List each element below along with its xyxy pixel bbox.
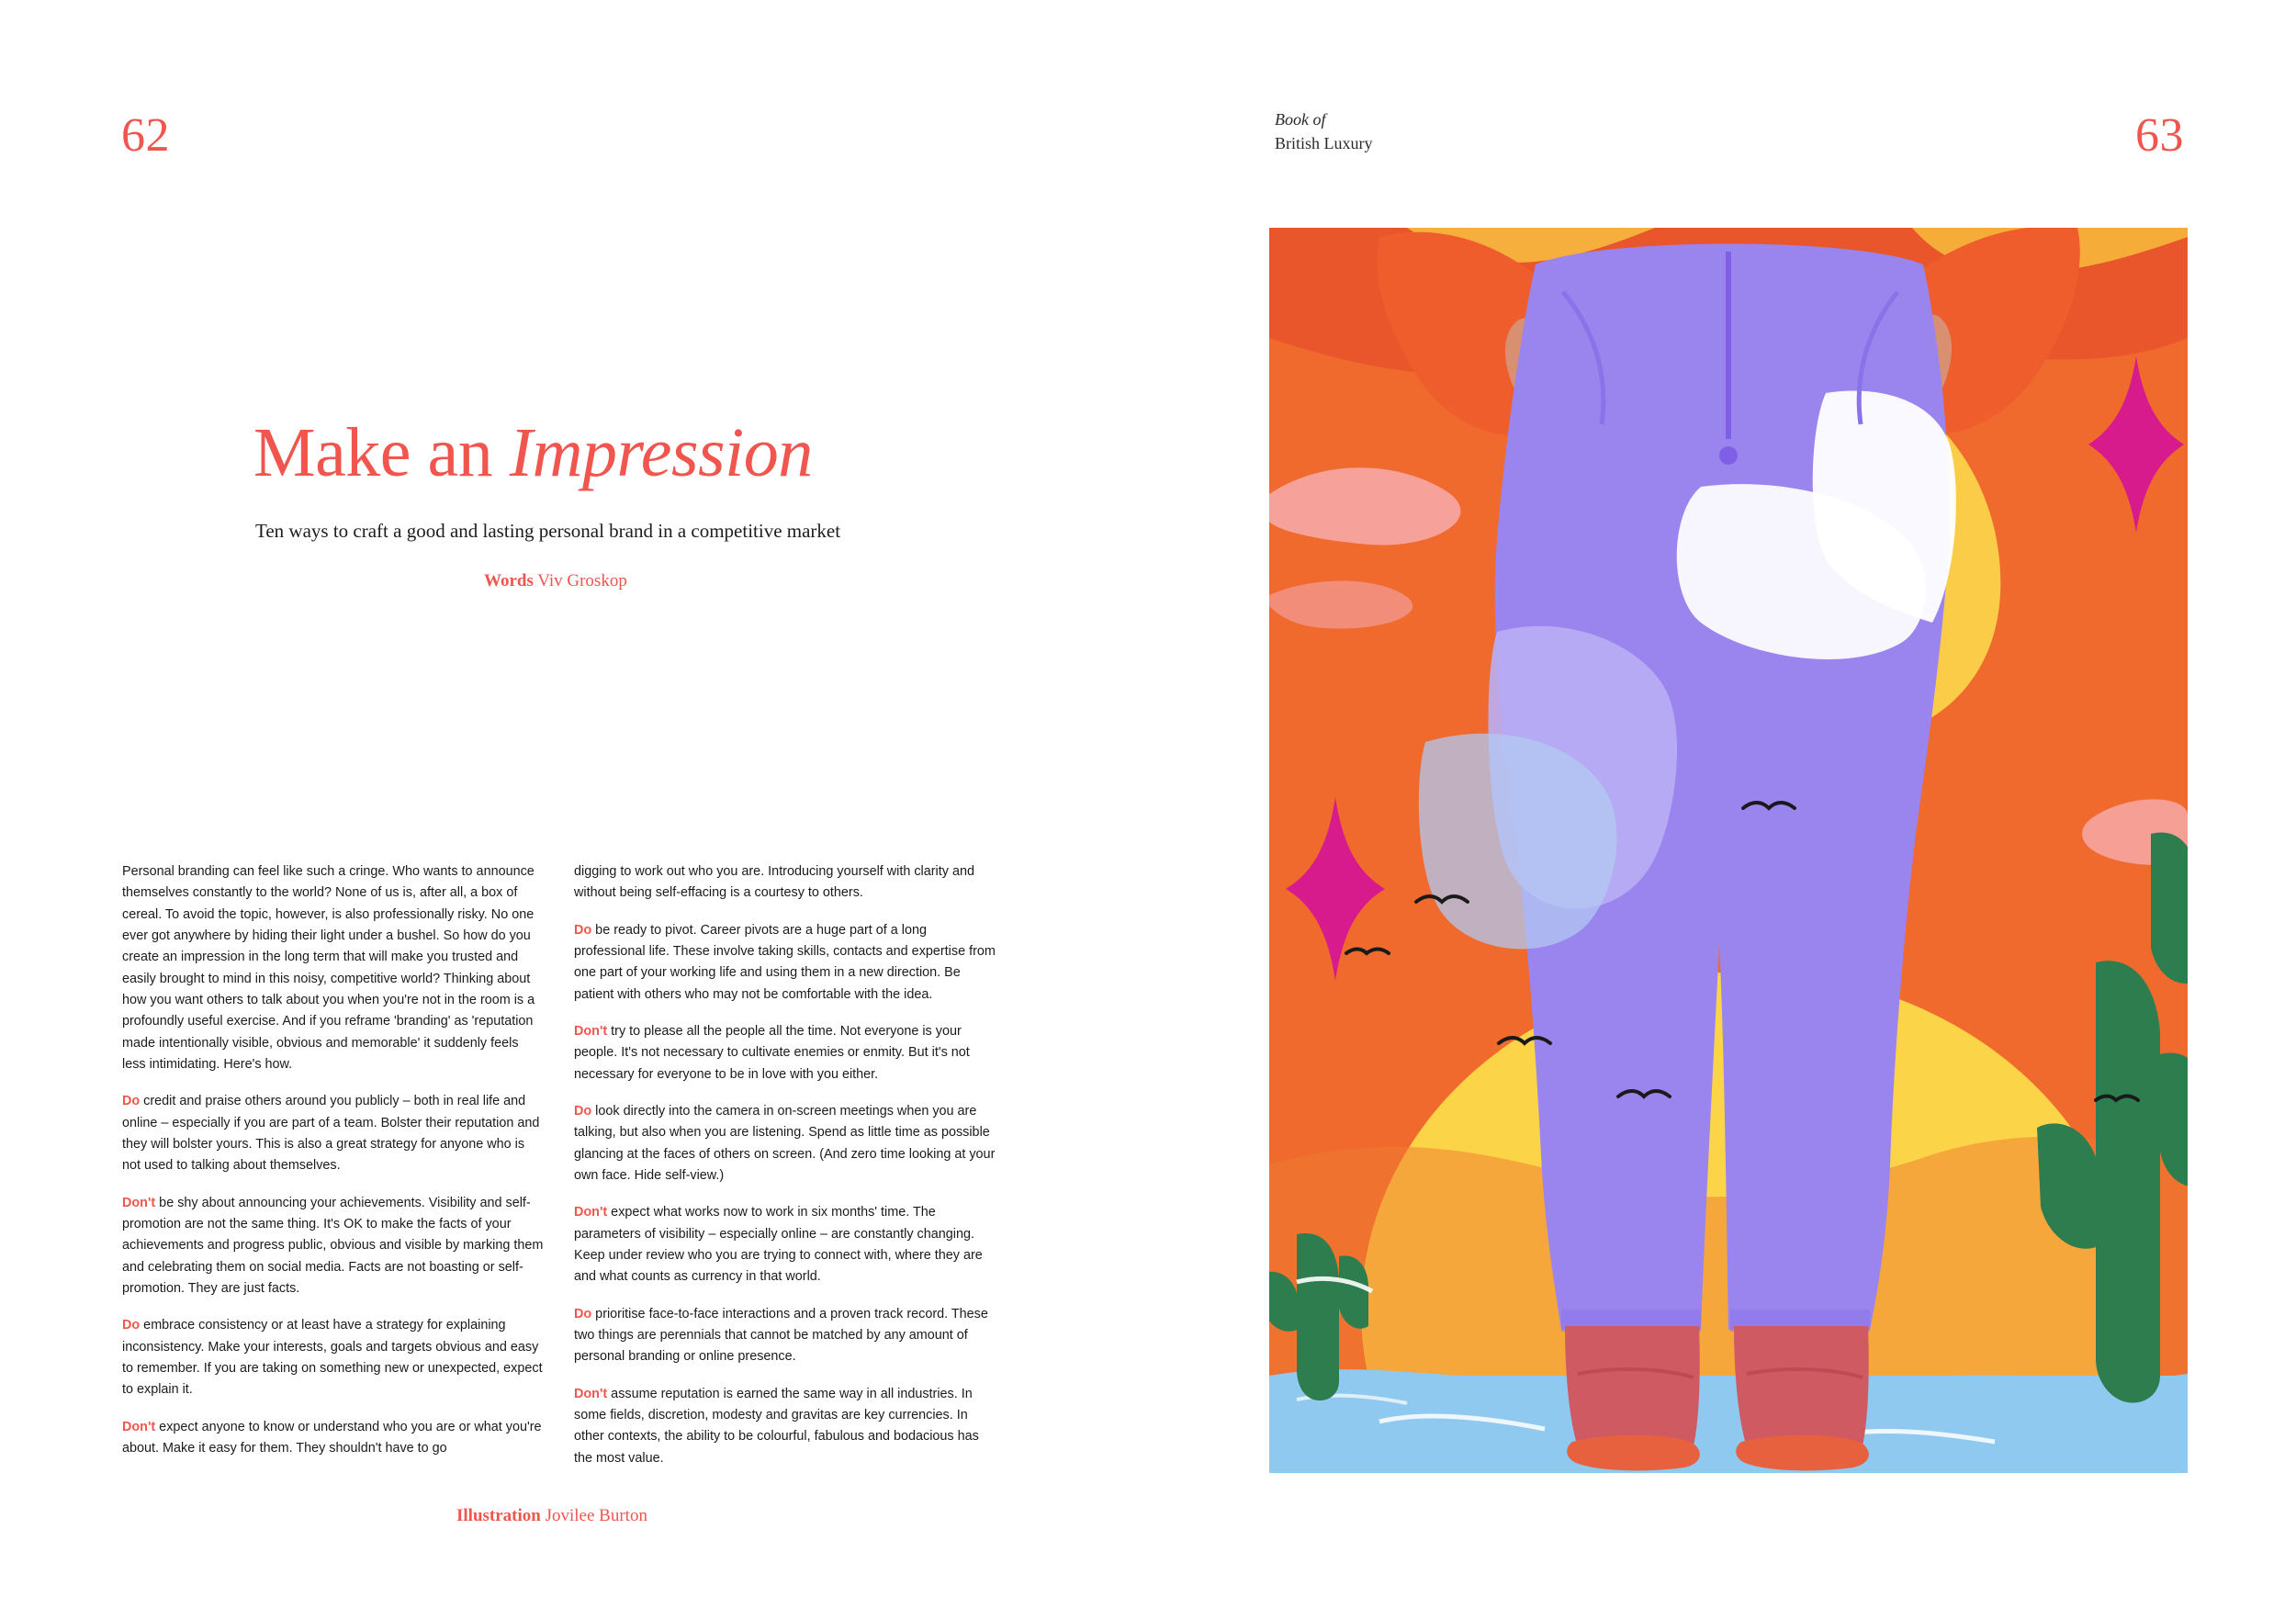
paragraph-lead: Do	[122, 1318, 141, 1333]
paragraph-text: be shy about announcing your achievements. Visibility and self-promotion are not the same thing. It's OK to make the facts of your achievements and progress public, obvious and visible by marking them and celebrating them on social media. Facts are not boasting or self-promotion. They are just facts.	[122, 1195, 544, 1296]
running-head	[1275, 107, 1373, 155]
headline-italic: Impression	[509, 414, 813, 491]
boot-right	[1734, 1326, 1869, 1470]
paragraph	[574, 861, 996, 905]
paragraph-lead: Do	[574, 922, 592, 938]
illustration-credit-name: Jovilee Burton	[540, 1506, 647, 1525]
paragraph	[122, 1315, 545, 1400]
paragraph-lead: Don't	[122, 1195, 156, 1210]
paragraph-text: embrace consistency or at least have a strategy for explaining inconsistency. Make your interests, goals and targets obvious and easy to remember. If you are taking on something new or unexpected, expect to explain it.	[122, 1318, 543, 1398]
boot-left	[1565, 1326, 1700, 1470]
body-column-2	[574, 861, 996, 1485]
paragraph-text: expect anyone to know or understand who you are or what you're about. Make it easy for them. They shouldn't have to go	[122, 1419, 542, 1456]
illustration-artwork	[1269, 228, 2188, 1473]
paragraph-lead: Don't	[122, 1419, 156, 1434]
paragraph	[122, 1091, 545, 1176]
paragraph-lead: Don't	[574, 1205, 608, 1220]
running-head-emphasis: Book of	[1275, 110, 1326, 129]
paragraph-text: Personal branding can feel like such a cringe. Who wants to announce themselves constantly to the world? None of us is, after all, a box of cereal. To avoid the topic, however, is also professionally risky. No one ever got anywhere by hiding their light under a bushel. So how do you create an impression in the long term that will make you trusted and easily brought to mind in this noisy, competitive world? Thinking about how you want others to talk about you when you're not in the room is a profoundly useful exercise. And if you reframe 'branding' as 'reputation made intentionally visible, obvious and memorable' it suddenly feels less intimidating. Here's how.	[122, 864, 535, 1072]
running-head-line-1	[1275, 107, 1373, 131]
byline-name: Viv Groskop	[533, 571, 627, 590]
paragraph	[122, 861, 545, 1075]
paragraph-text: look directly into the camera in on-screen meetings when you are talking, but also when you are listening. Spend as little time as possible glancing at the faces of others on screen. (And zero time looking at your own face. Hide self-view.)	[574, 1103, 996, 1183]
paragraph-text: prioritise face-to-face interactions and a proven track record. These two things are perennials that cannot be matched by any amount of personal branding or online presence.	[574, 1306, 988, 1365]
paragraph-lead: Do	[574, 1306, 592, 1321]
headline-plain: Make an	[253, 414, 510, 491]
paragraph-lead: Don't	[574, 1386, 608, 1401]
paragraph-lead: Don't	[574, 1023, 608, 1039]
illustration-credit-label: Illustration	[456, 1506, 541, 1525]
paragraph	[574, 1101, 996, 1186]
paragraph	[122, 1193, 545, 1300]
paragraph-lead: Do	[122, 1094, 141, 1109]
paragraph-text: credit and praise others around you publicly – both in real life and online – especially if you are part of a team. Bolster their reputation and they will bolster yours. This is also a great strategy for anyone who is not used to talking about themselves.	[122, 1094, 540, 1174]
paragraph-text: be ready to pivot. Career pivots are a huge part of a long professional life. These involve taking skills, contacts and expertise from one part of your working life and using them in a new direction. Be patient with others who may not be comfortable with the idea.	[574, 922, 996, 1002]
paragraph	[574, 1304, 996, 1368]
paragraph	[574, 1384, 996, 1469]
paragraph-text: try to please all the people all the time. Not everyone is your people. It's not necessary to cultivate enemies or enmity. But it's not necessary for everyone to be in love with you either.	[574, 1023, 970, 1082]
body-column-1	[122, 861, 545, 1475]
byline	[484, 571, 627, 591]
paragraph	[122, 1417, 545, 1460]
article-illustration	[1269, 228, 2188, 1473]
paragraph	[574, 1202, 996, 1288]
page-title	[253, 413, 1172, 493]
paragraph	[574, 1021, 996, 1085]
page-number-right: 63	[2135, 109, 2184, 162]
standfirst: Ten ways to craft a good and lasting personal brand in a competitive market	[255, 520, 841, 542]
page-number-left: 62	[121, 109, 170, 162]
paragraph-text: assume reputation is earned the same way in all industries. In some fields, discretion, modesty and gravitas are key currencies. In other contexts, the ability to be colourful, fabulous and bodacious has the most value.	[574, 1386, 979, 1466]
illustration-credit	[456, 1506, 647, 1526]
paragraph-text: digging to work out who you are. Introducing yourself with clarity and without being self-effacing is a courtesy to others.	[574, 864, 974, 901]
byline-label: Words	[484, 571, 534, 590]
paragraph	[574, 920, 996, 1006]
running-head-line-2: British Luxury	[1275, 134, 1373, 153]
paragraph-text: expect what works now to work in six months' time. The parameters of visibility – especially online – are constantly changing. Keep under review who you are trying to connect with, where they are and what counts as currency in that world.	[574, 1205, 983, 1285]
paragraph-lead: Do	[574, 1103, 592, 1119]
